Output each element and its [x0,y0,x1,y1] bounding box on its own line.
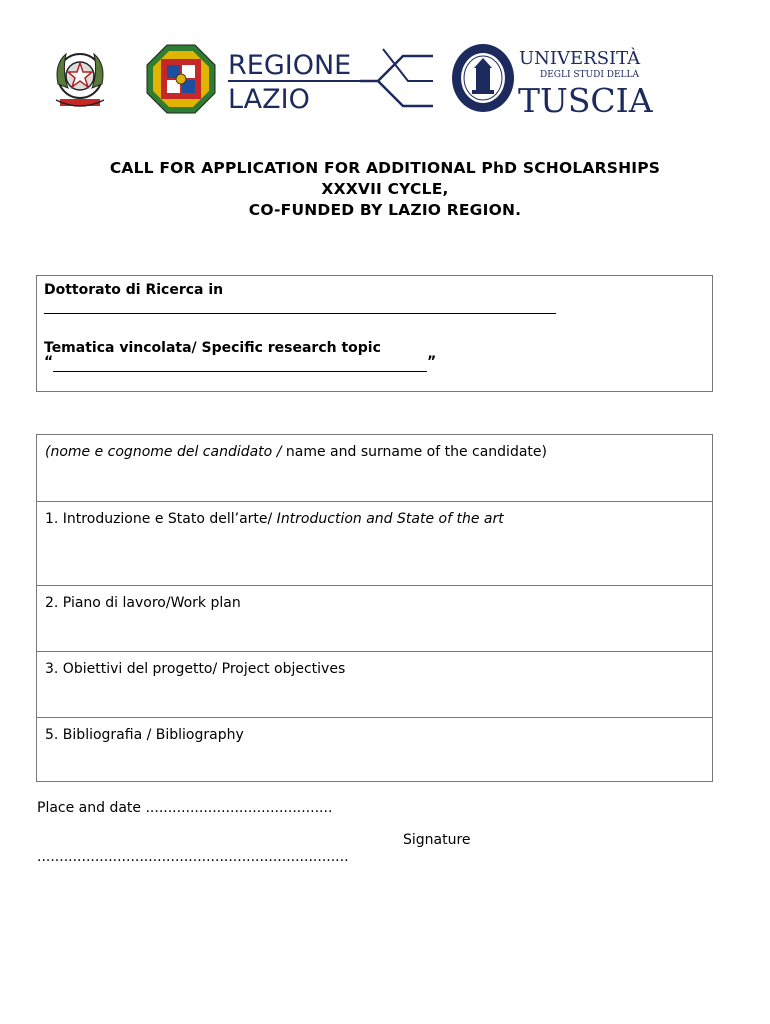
italian-republic-emblem-icon [44,44,116,114]
bibliography-row[interactable] [37,717,712,782]
candidate-name-label [45,444,547,460]
application-form-table [36,434,713,782]
tematica-label: Tematica vincolata/ Specific research topic [44,340,381,356]
university-seal-icon [450,42,516,114]
dottorato-field[interactable] [44,301,556,314]
regione-lazio-crest-icon [145,43,217,115]
work-plan-row[interactable] [37,585,712,652]
signature-line[interactable]: ...................................................................... [37,849,349,865]
work-plan-label: 2. Piano di lavoro/Work plan [45,595,241,611]
objectives-label: 3. Obiettivi del progetto/ Project objectives [45,661,346,677]
universita-text: UNIVERSITÀ [519,48,641,69]
signature-label: Signature [403,832,471,848]
phd-program-box [36,275,713,392]
title-line-2: XXXVII CYCLE, [321,180,449,198]
objectives-row[interactable] [37,651,712,718]
place-date-field[interactable]: Place and date .......................................... [37,800,333,816]
tuscia-text: TUSCIA [518,81,653,116]
research-topic-field[interactable] [53,359,427,372]
candidate-name-row[interactable] [37,435,712,501]
introduction-label [45,511,504,527]
regione-lazio-wordmark [228,44,438,116]
candidate-label-english: name and surname of the candidate) [281,444,547,460]
lazio-text: LAZIO [228,84,310,115]
title-line-1: CALL FOR APPLICATION FOR ADDITIONAL PhD SCHOLARSHIPS [109,159,661,177]
quote-close: ” [427,354,437,370]
bibliography-label: 5. Bibliografia / Bibliography [45,727,244,743]
document-title [0,158,770,221]
title-line-3: CO-FUNDED BY LAZIO REGION. [248,201,522,219]
intro-label-italian: 1. Introduzione e Stato dell’arte/ [45,511,273,527]
quote-open: “ [44,354,54,370]
universita-tuscia-wordmark [518,44,653,116]
dottorato-label: Dottorato di Ricerca in [44,282,224,298]
introduction-row[interactable] [37,501,712,586]
degli-studi-text: DEGLI STUDI DELLA [540,70,639,80]
intro-label-english: Introduction and State of the art [272,511,504,527]
regione-text: REGIONE [228,50,352,81]
logo-bar [0,40,770,120]
candidate-label-italian: (nome e cognome del candidato / [45,444,282,460]
